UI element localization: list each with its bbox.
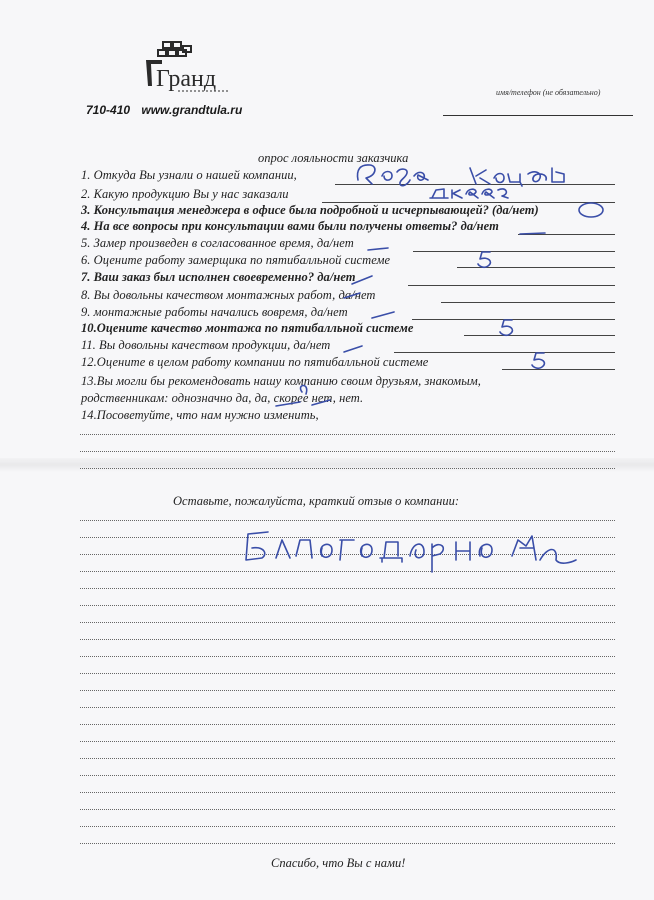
logo-building-icon	[138, 38, 248, 98]
review-line[interactable]	[80, 605, 615, 607]
answer-line-4[interactable]	[518, 234, 615, 235]
survey-title: опрос лояльности заказчика	[258, 151, 409, 165]
review-line[interactable]	[80, 792, 615, 794]
question-9: 9. монтажные работы начались вовремя, да/нет	[81, 305, 348, 319]
mark-yes-q5	[368, 248, 388, 250]
contact-field-line[interactable]	[443, 115, 633, 116]
company-website[interactable]: www.grandtula.ru	[141, 103, 243, 117]
company-logo	[138, 38, 248, 98]
review-line[interactable]	[80, 741, 615, 743]
question-4: 4. На все вопросы при консультации вами были получены ответы? да/нет	[81, 219, 499, 233]
review-title: Оставьте, пожалуйста, краткий отзыв о компании:	[173, 494, 460, 508]
review-line[interactable]	[80, 639, 615, 641]
review-line[interactable]	[80, 707, 615, 709]
answer-line-8[interactable]	[441, 302, 615, 303]
handwritten-answer-q1	[358, 165, 565, 186]
handwritten-answer-q2	[430, 189, 508, 198]
answer-line-5[interactable]	[413, 251, 615, 252]
question-13-options: родственникам: однозначно да, да, скорее нет, нет.	[81, 391, 364, 405]
answer-line-12[interactable]	[502, 369, 615, 370]
suggestion-line[interactable]	[80, 468, 615, 470]
company-phone: 710-410	[86, 103, 131, 117]
review-line[interactable]	[80, 826, 615, 828]
review-line[interactable]	[80, 673, 615, 675]
review-line[interactable]	[80, 656, 615, 658]
answer-line-7[interactable]	[408, 285, 615, 286]
question-1: 1. Откуда Вы узнали о нашей компании,	[81, 168, 297, 182]
answer-line-6[interactable]	[457, 267, 615, 268]
question-13: 13.Вы могли бы рекомендовать нашу компанию своим друзьям, знакомым,	[81, 374, 481, 388]
review-line[interactable]	[80, 537, 615, 539]
score-q10	[500, 320, 512, 335]
answer-line-9[interactable]	[412, 319, 615, 320]
score-q12	[532, 353, 544, 368]
suggestion-line[interactable]	[80, 434, 615, 436]
question-8: 8. Вы довольны качеством монтажных работ, да/нет	[81, 288, 376, 302]
company-contacts	[86, 103, 242, 117]
contact-field-label: имя/телефон (не обязательно)	[496, 88, 601, 97]
review-line[interactable]	[80, 843, 615, 845]
answer-line-10[interactable]	[464, 335, 615, 336]
logo-wordmark: Гранд	[156, 66, 217, 92]
review-line[interactable]	[80, 775, 615, 777]
question-3: 3. Консультация менеджера в офисе была подробной и исчерпывающей? (да/нет)	[81, 203, 539, 217]
review-line[interactable]	[80, 520, 615, 522]
question-5: 5. Замер произведен в согласованное время, да/нет	[81, 236, 354, 250]
answer-line-11[interactable]	[394, 352, 615, 353]
answer-line-1[interactable]	[335, 184, 615, 185]
review-line[interactable]	[80, 809, 615, 811]
question-2: 2. Какую продукцию Вы у нас заказали	[81, 187, 289, 201]
mark-yes-q9	[372, 312, 394, 318]
question-12: 12.Оцените в целом работу компании по пятибалльной системе	[81, 355, 429, 369]
question-14: 14.Посоветуйте, что нам нужно изменить,	[81, 408, 319, 422]
closing-message: Спасибо, что Вы с нами!	[271, 856, 406, 870]
review-line[interactable]	[80, 622, 615, 624]
score-q6	[478, 252, 490, 267]
question-11: 11. Вы довольны качеством продукции, да/нет	[81, 338, 331, 352]
review-line[interactable]	[80, 758, 615, 760]
review-line[interactable]	[80, 571, 615, 573]
mark-yes-q11	[344, 346, 362, 352]
review-line[interactable]	[80, 588, 615, 590]
circled-yes-q3	[579, 203, 603, 217]
suggestion-line[interactable]	[80, 451, 615, 453]
question-7: 7. Ваш заказ был исполнен своевременно? да/нет	[81, 270, 356, 284]
review-line[interactable]	[80, 690, 615, 692]
review-line[interactable]	[80, 554, 615, 556]
review-line[interactable]	[80, 724, 615, 726]
question-10: 10.Оцените качество монтажа по пятибалльной системе	[81, 321, 414, 335]
question-6: 6. Оцените работу замерщика по пятибалльной системе	[81, 253, 391, 267]
